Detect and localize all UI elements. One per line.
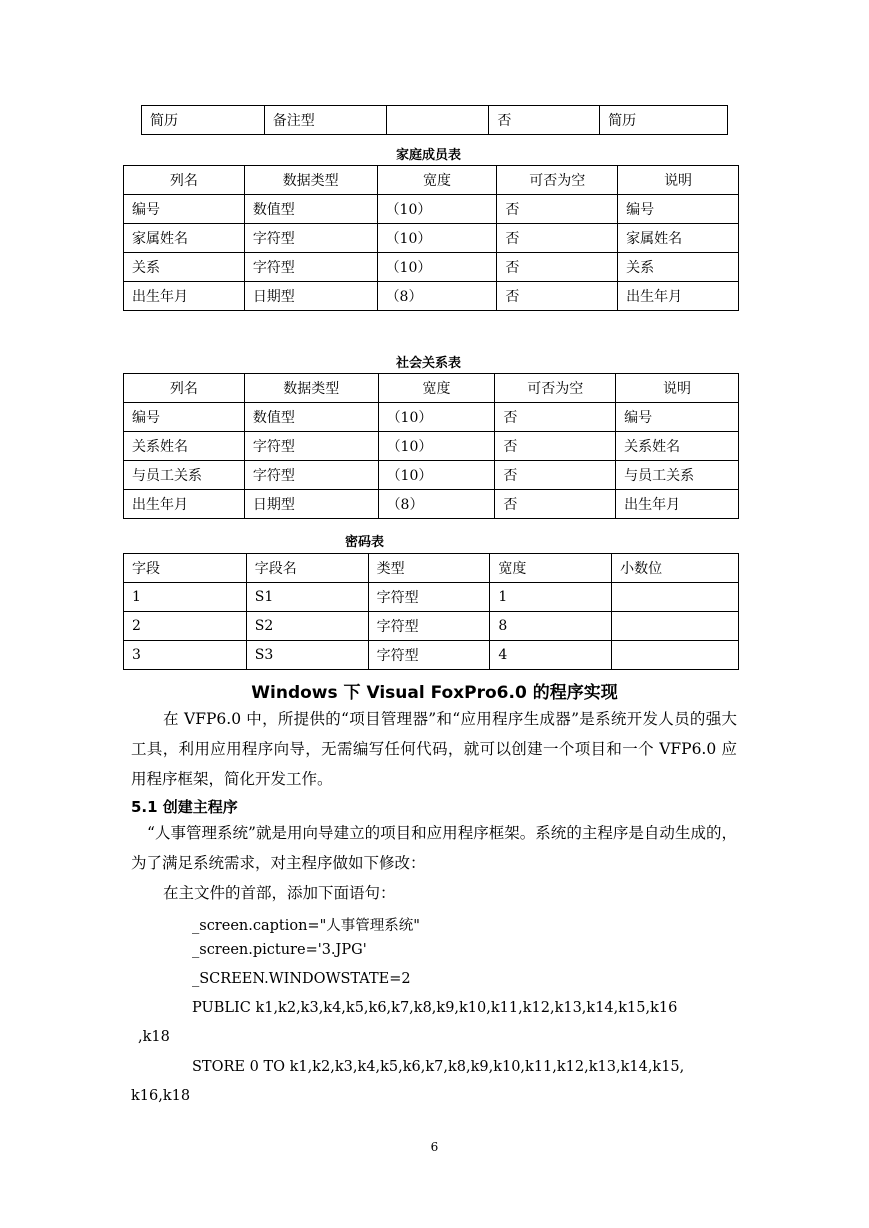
- table-header-row-cell: 宽度: [490, 554, 612, 583]
- table-row-cell: 否: [497, 195, 618, 224]
- table-row: [124, 583, 739, 612]
- code-line-5a: STORE 0 TO k1,k2,k3,k4,k5,k6,k7,k8,k9,k10,k11,k12,k13,k14,k15,: [192, 1059, 685, 1075]
- table-header-row-cell: 列名: [124, 374, 245, 403]
- table-row-cell: 关系姓名: [616, 432, 739, 461]
- subsection-paragraph: “人事管理系统”就是用向导建立的项目和应用程序框架。系统的主程序是自动生成的，为了满足系统需求，对主程序做如下修改：: [131, 824, 737, 872]
- table-row-cell: 否: [497, 282, 618, 311]
- table-row: [142, 106, 728, 135]
- table-row-cell: （10）: [378, 461, 495, 490]
- table-row-cell: 否: [497, 253, 618, 282]
- table-row-cell: （10）: [377, 224, 497, 253]
- table-row-cell: 简历: [600, 106, 728, 135]
- table-row-cell: 与员工关系: [616, 461, 739, 490]
- table-row-cell: 与员工关系: [124, 461, 245, 490]
- table-row-cell: （10）: [377, 195, 497, 224]
- table-header-row-cell: 列名: [124, 166, 245, 195]
- table-row: [124, 612, 739, 641]
- table-row-cell: 字符型: [244, 461, 378, 490]
- table-row: [124, 432, 739, 461]
- table-row-cell: 家属姓名: [124, 224, 245, 253]
- table-header-row-cell: 字段名: [246, 554, 368, 583]
- table-header-row-cell: 说明: [616, 374, 739, 403]
- code-line-3: _SCREEN.WINDOWSTATE=2: [192, 971, 411, 987]
- table-row-cell: 编号: [616, 403, 739, 432]
- table-row-cell: 日期型: [244, 282, 377, 311]
- table-row: [124, 641, 739, 670]
- table-row-cell: 4: [490, 641, 612, 670]
- table-row-cell: 出生年月: [124, 282, 245, 311]
- table-header-row: [124, 374, 739, 403]
- family-members-table: [123, 165, 739, 311]
- table-row-cell: [612, 641, 739, 670]
- table-row-cell: S3: [246, 641, 368, 670]
- subsection-heading: 5.1 创建主程序: [131, 798, 238, 816]
- table-header-row-cell: 小数位: [612, 554, 739, 583]
- table-row-cell: 字符型: [368, 583, 490, 612]
- table-row-cell: 字符型: [368, 612, 490, 641]
- resume-row-table: [141, 105, 728, 135]
- table-header-row: [124, 166, 739, 195]
- table-row-cell: 关系: [618, 253, 739, 282]
- table-header-row-cell: 字段: [124, 554, 247, 583]
- table-row-cell: 8: [490, 612, 612, 641]
- social-table-caption: 社会关系表: [396, 356, 462, 371]
- table-header-row-cell: 数据类型: [244, 374, 378, 403]
- table-row-cell: 否: [495, 432, 616, 461]
- table-row-cell: 出生年月: [124, 490, 245, 519]
- table-header-row: [124, 554, 739, 583]
- table-row-cell: 1: [490, 583, 612, 612]
- table-row-cell: 关系: [124, 253, 245, 282]
- table-row-cell: 否: [497, 224, 618, 253]
- intro-paragraph: 在 VFP6.0 中，所提供的“项目管理器”和“应用程序生成器”是系统开发人员的强大工具，利用应用程序向导，无需编写任何代码，就可以创建一个项目和一个 VFP6.0 应用程序框架，简化开发工作。: [131, 710, 737, 788]
- table-row-cell: 出生年月: [618, 282, 739, 311]
- section-heading: Windows 下 Visual FoxPro6.0 的程序实现: [251, 683, 618, 703]
- table-header-row-cell: 宽度: [377, 166, 497, 195]
- table-row: [124, 224, 739, 253]
- table-row: [124, 253, 739, 282]
- table-row-cell: S1: [246, 583, 368, 612]
- table-row-cell: 否: [495, 490, 616, 519]
- table-row-cell: （10）: [377, 253, 497, 282]
- table-header-row-cell: 可否为空: [495, 374, 616, 403]
- password-table-caption: 密码表: [345, 535, 385, 550]
- table-row: [124, 490, 739, 519]
- table-row-cell: 日期型: [244, 490, 378, 519]
- code-line-4a: PUBLIC k1,k2,k3,k4,k5,k6,k7,k8,k9,k10,k11,k12,k13,k14,k15,k16: [192, 1000, 678, 1016]
- table-header-row-cell: 可否为空: [497, 166, 618, 195]
- table-row-cell: 备注型: [264, 106, 386, 135]
- table-row: [124, 403, 739, 432]
- social-relations-table: [123, 373, 739, 519]
- table-header-row-cell: 说明: [618, 166, 739, 195]
- table-row-cell: 字符型: [244, 224, 377, 253]
- instruction-line: 在主文件的首部，添加下面语句：: [163, 884, 396, 902]
- table-row-cell: （8）: [377, 282, 497, 311]
- table-header-row-cell: 数据类型: [244, 166, 377, 195]
- table-row-cell: 出生年月: [616, 490, 739, 519]
- table-row-cell: （10）: [378, 432, 495, 461]
- table-row-cell: [612, 583, 739, 612]
- table-row: [124, 461, 739, 490]
- table-row-cell: 字符型: [244, 432, 378, 461]
- table-row-cell: 家属姓名: [618, 224, 739, 253]
- table-row-cell: 编号: [618, 195, 739, 224]
- table-row-cell: 1: [124, 583, 247, 612]
- table-row: [124, 195, 739, 224]
- table-row-cell: 数值型: [244, 195, 377, 224]
- family-members-table-body: [124, 166, 739, 311]
- table-row-cell: 数值型: [244, 403, 378, 432]
- password-table-body: [124, 554, 739, 670]
- table-row-cell: 否: [489, 106, 600, 135]
- table-row-cell: 关系姓名: [124, 432, 245, 461]
- code-line-2: _screen.picture='3.JPG': [192, 942, 367, 958]
- table-row-cell: 否: [495, 403, 616, 432]
- table-row-cell: [612, 612, 739, 641]
- table-row-cell: 否: [495, 461, 616, 490]
- table-row-cell: S2: [246, 612, 368, 641]
- social-relations-table-body: [124, 374, 739, 519]
- table-row-cell: 2: [124, 612, 247, 641]
- table-row-cell: 编号: [124, 403, 245, 432]
- code-line-4b: ,k18: [138, 1029, 170, 1045]
- table-header-row-cell: 类型: [368, 554, 490, 583]
- family-table-caption: 家庭成员表: [396, 148, 462, 163]
- table-row-cell: （8）: [378, 490, 495, 519]
- code-line-1: _screen.caption="人事管理系统": [192, 918, 420, 934]
- table-row-cell: 简历: [142, 106, 265, 135]
- table-row: [124, 282, 739, 311]
- code-line-5b: k16,k18: [131, 1088, 191, 1104]
- table-header-row-cell: 宽度: [378, 374, 495, 403]
- table-row-cell: （10）: [378, 403, 495, 432]
- table-row-cell: 字符型: [368, 641, 490, 670]
- table-row-cell: 3: [124, 641, 247, 670]
- table-row-cell: [386, 106, 489, 135]
- resume-row-table-body: [142, 106, 728, 135]
- table-row-cell: 字符型: [244, 253, 377, 282]
- page-number: 6: [430, 1140, 439, 1154]
- password-table: [123, 553, 739, 670]
- table-row-cell: 编号: [124, 195, 245, 224]
